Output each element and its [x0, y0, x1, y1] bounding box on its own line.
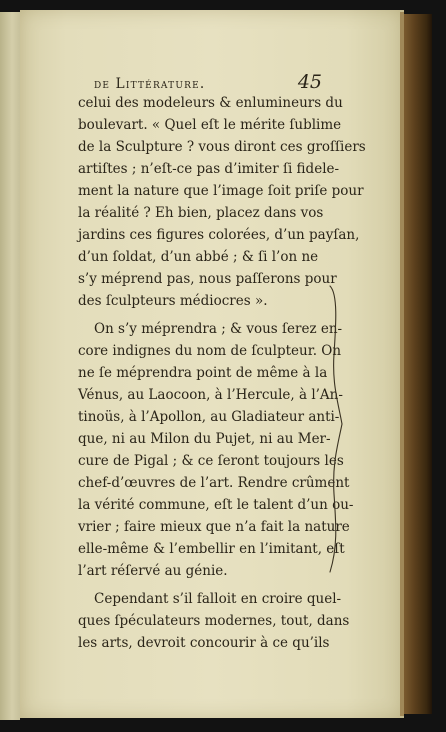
text-line: d’un ſoldat, d’un abbé ; & ſi l’on ne: [78, 249, 319, 265]
body-text: [78, 92, 366, 654]
running-head-title: de Littérature.: [94, 76, 206, 92]
text-line: la vérité commune, eſt le talent d’un ou-: [78, 497, 354, 513]
text-line: Cependant s’il falloit en croire quel-: [94, 591, 342, 607]
text-line: de la Sculpture ? vous diront ces groſſiers: [78, 139, 366, 155]
text-line: core indignes du nom de ſculpteur. On: [78, 343, 342, 359]
text-line: boulevart. « Quel eſt le mérite ſublime: [78, 117, 342, 133]
text-line: On s’y méprendra ; & vous ſerez en-: [94, 321, 343, 337]
text-line: ment la nature que l’image ſoit priſe pour: [78, 183, 364, 199]
text-line: celui des modeleurs & enlumineurs du: [78, 95, 343, 111]
text-line: ques ſpéculateurs modernes, tout, dans: [78, 613, 350, 629]
text-line: des ſculpteurs médiocres ».: [78, 293, 268, 309]
text-line: cure de Pigal ; & ce ſeront toujours les: [78, 453, 344, 469]
text-line: la réalité ? Eh bien, placez dans vos: [78, 205, 324, 221]
book-fore-edge: [404, 14, 432, 714]
text-line: que, ni au Milon du Pujet, ni au Mer-: [78, 431, 331, 447]
text-line: ne ſe méprendra point de même à la: [78, 365, 328, 381]
text-line: chef-d’œuvres de l’art. Rendre crûment: [78, 475, 350, 491]
previous-page-edge: [0, 12, 20, 720]
text-line: l’art réſervé au génie.: [78, 563, 228, 579]
text-line: tinoüs, à l’Apollon, au Gladiateur anti-: [78, 409, 340, 425]
page-number: 45: [297, 71, 322, 93]
text-line: jardins ces figures colorées, d’un payſan,: [78, 227, 360, 243]
text-line: vrier ; faire mieux que n’a fait la nature: [78, 519, 350, 535]
text-line: Vénus, au Laocoon, à l’Hercule, à l’An-: [78, 387, 343, 403]
text-line: elle-même & l’embellir en l’imitant, eſt: [78, 541, 345, 557]
handwritten-margin-bracket: [324, 284, 348, 574]
text-line: artiſtes ; n’eſt-ce pas d’imiter ſi fidele-: [78, 161, 340, 177]
text-line: s’y méprend pas, nous paſſerons pour: [78, 271, 337, 287]
text-line: les arts, devroit concourir à ce qu’ils: [78, 635, 330, 651]
